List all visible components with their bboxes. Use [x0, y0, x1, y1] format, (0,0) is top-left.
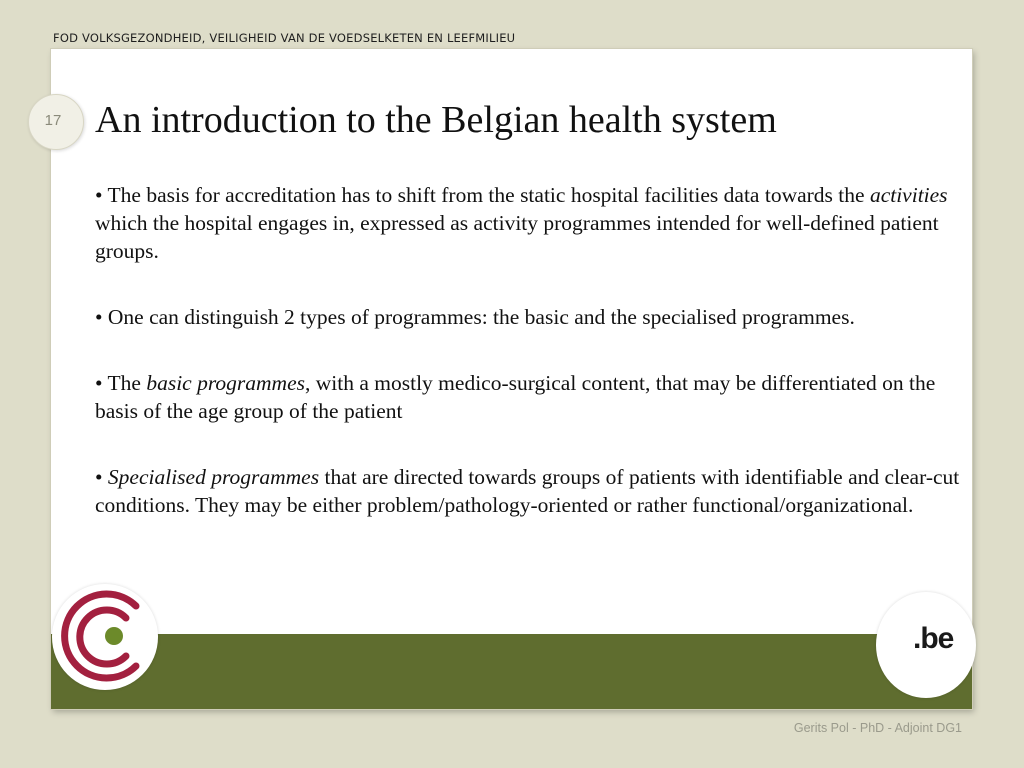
- bullet-text: that are directed towards groups of patients with identifiable and clear-cut conditions. They may be either problem/pathology-oriented or rather functional/organizational.: [95, 465, 960, 517]
- bullet-item: [95, 463, 975, 519]
- slide-title: An introduction to the Belgian health system: [95, 99, 777, 141]
- page-number: 17: [44, 111, 62, 129]
- bullet-text: • The basis for accreditation has to shift from the static hospital facilities data towards the: [95, 183, 870, 207]
- be-logo: [913, 622, 953, 656]
- bullet-text: which the hospital engages in, expressed as activity programmes intended for well-defined patient groups.: [95, 211, 939, 263]
- bullet-text: • One can distinguish 2 types of programmes: the basic and the specialised programmes.: [95, 305, 855, 329]
- bullet-item: [95, 181, 975, 265]
- bullet-text: •: [95, 465, 108, 489]
- bullet-emphasis: basic programmes: [146, 371, 305, 395]
- bullet-text: , with a mostly medico-surgical content, that may be differentiated on the basis of the age group of the patient: [95, 371, 936, 423]
- be-logo-dot: .: [913, 622, 921, 655]
- bullet-item: [95, 369, 975, 425]
- bullet-text: • The: [95, 371, 147, 395]
- fod-logo: [52, 584, 158, 690]
- bullet-list: [95, 181, 975, 557]
- footer-credit: Gerits Pol - PhD - Adjoint DG1: [793, 721, 962, 735]
- bullet-emphasis: activities: [869, 183, 948, 207]
- footer-band: [51, 634, 972, 709]
- be-logo-text: be: [920, 622, 954, 655]
- fod-swirl-logo-icon: [52, 584, 158, 690]
- page-number-badge: [28, 94, 84, 150]
- bullet-item: [95, 303, 975, 331]
- organization-header: FOD VOLKSGEZONDHEID, VEILIGHEID VAN DE VOEDSELKETEN EN LEEFMILIEU: [53, 31, 516, 45]
- bullet-emphasis: Specialised programmes: [107, 465, 320, 489]
